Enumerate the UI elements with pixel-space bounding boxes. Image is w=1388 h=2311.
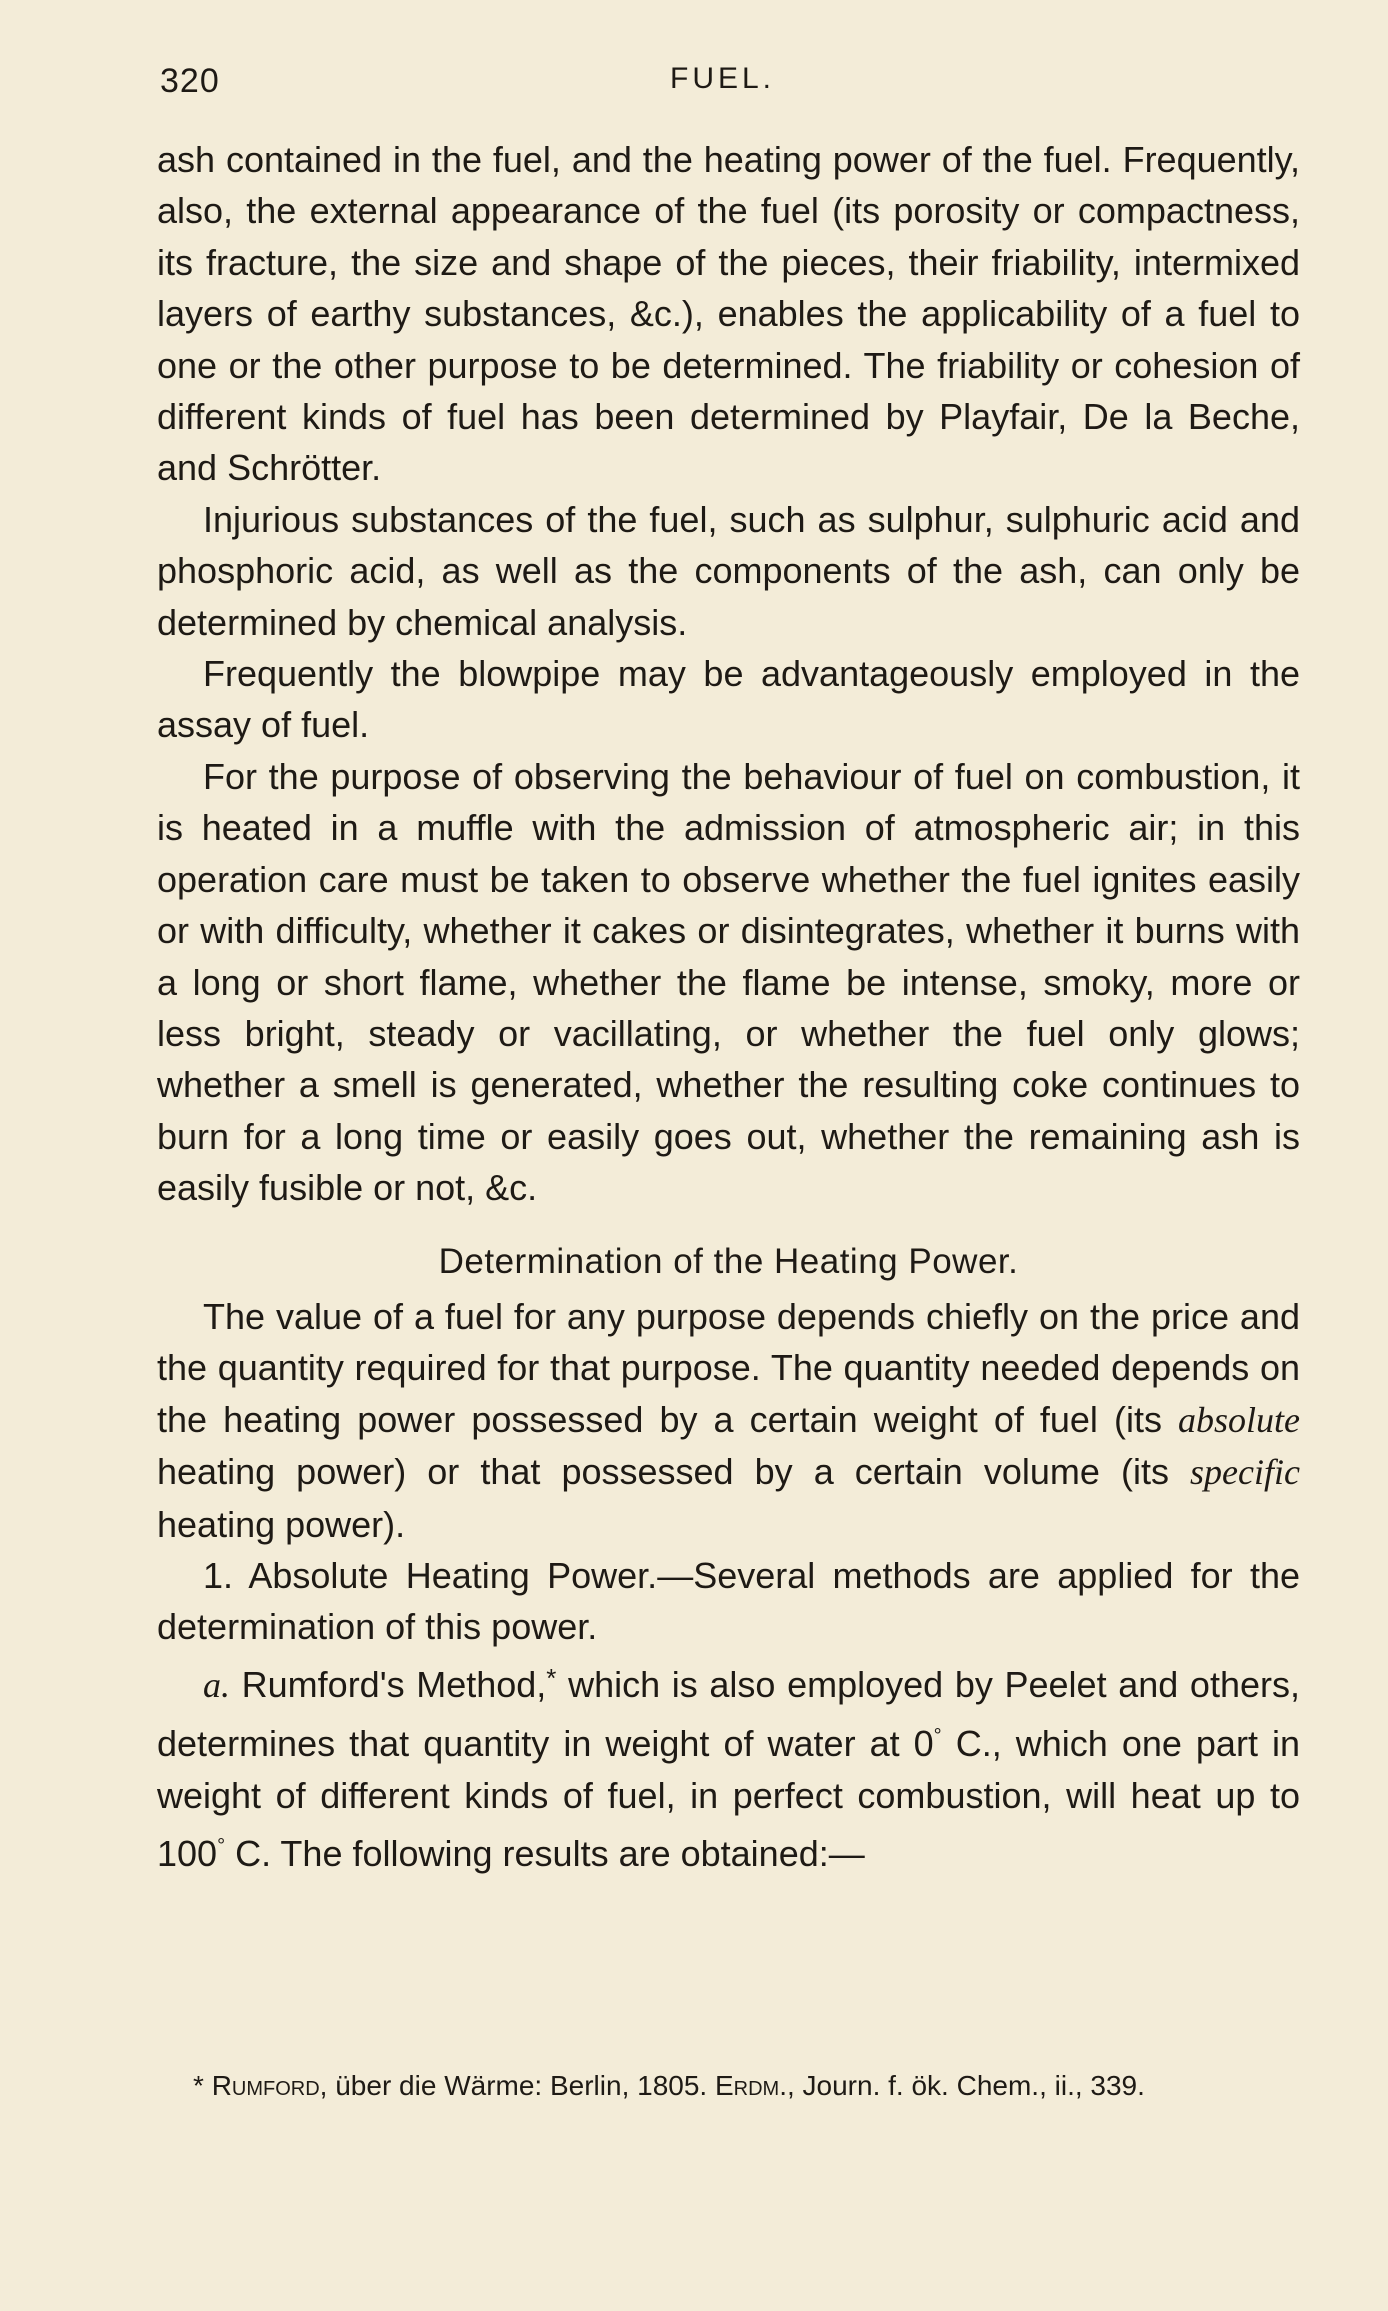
degree-sign: ° [217, 1835, 226, 1857]
footnote-reference[interactable]: * [546, 1662, 557, 1693]
paragraph-rumford-method [157, 1653, 1300, 1880]
footnote-author: Rumford, [211, 2070, 328, 2101]
running-title: FUEL. [670, 62, 776, 95]
footnote [157, 2066, 1300, 2106]
running-head [160, 62, 1300, 112]
text-run: which is also employed by Peelet and others, determines that quantity in weight of water at 0 [157, 1663, 1300, 1765]
section-heading: Determination of the Heating Power. [438, 1241, 1019, 1281]
paragraph-ash-and-appearance: ash contained in the fuel, and the heating power of the fuel. Frequently, also, the external appearance of the fuel (its porosity or compactness, its fracture, the size and shape of the pieces, their friability, intermixed layers of earthy substances, &c.), enables the applicability of a fuel to one or the other purpose to be determined. The friability or cohesion of different kinds of fuel has been determined by Playfair, De la Beche, and Schrötter. [157, 139, 1300, 489]
footnote-mark: * [193, 2070, 204, 2101]
page-number: 320 [160, 62, 220, 100]
text-run: C. The following results are obtained:— [225, 1833, 865, 1874]
item-number: 1. [203, 1554, 234, 1596]
paragraph-absolute-heating-power [157, 1550, 1300, 1653]
degree-sign: ° [933, 1725, 942, 1748]
paragraph-blowpipe: Frequently the blowpipe may be advantageously employed in the assay of fuel. [157, 653, 1300, 746]
item-title: Rumford's Method, [241, 1663, 547, 1705]
footnote-author: Erdm., [714, 2070, 795, 2101]
paragraph-value-of-fuel [157, 1291, 1300, 1550]
italic-term-specific: specific [1190, 1452, 1300, 1493]
text-run: heating power). [157, 1503, 406, 1545]
italic-term-absolute: absolute [1178, 1399, 1300, 1440]
paragraph-combustion-behaviour: For the purpose of observing the behaviour of fuel on combustion, it is heated in a muffle with the admission of atmospheric air; in this operation care must be taken to observe whether the fuel ignites easily or with difficulty, whether it cakes or disintegrates, whether it burns with a long or short flame, whether the flame be intense, smoky, more or less bright, steady or vacillating, or whether the fuel only glows; whether a smell is generated, whether the resulting coke continues to burn for a long time or easily goes out, whether the remaining ash is easily fusible or not, &c. [157, 755, 1300, 1209]
item-title: Absolute Heating Power. [248, 1554, 658, 1596]
item-letter: a. [203, 1664, 230, 1705]
footnote-run: Journ. f. ök. Chem., ii., 339. [794, 2070, 1145, 2101]
paragraph-injurious-substances: Injurious substances of the fuel, such as sulphur, sulphuric acid and phosphoric acid, as well as the components of the ash, can only be determined by chemical analysis. [157, 498, 1300, 643]
text-run: The value of a fuel for any purpose depends chiefly on the price and the quantity required for that purpose. The quantity needed depends on the heating power possessed by a certain weight of fuel (its [157, 1295, 1300, 1440]
footnote-run: über die Wärme: Berlin, 1805. [327, 2070, 715, 2101]
footnote-text [157, 2066, 1300, 2106]
text-run: —Several methods are applied for the determination of this power. [157, 1554, 1301, 1648]
body-text [157, 134, 1300, 1879]
text-run: heating power) or that possessed by a certain volume (its [157, 1451, 1191, 1493]
text-run: C., which one part in weight of different kinds of fuel, in perfect combustion, will heat up to 100 [157, 1723, 1300, 1874]
